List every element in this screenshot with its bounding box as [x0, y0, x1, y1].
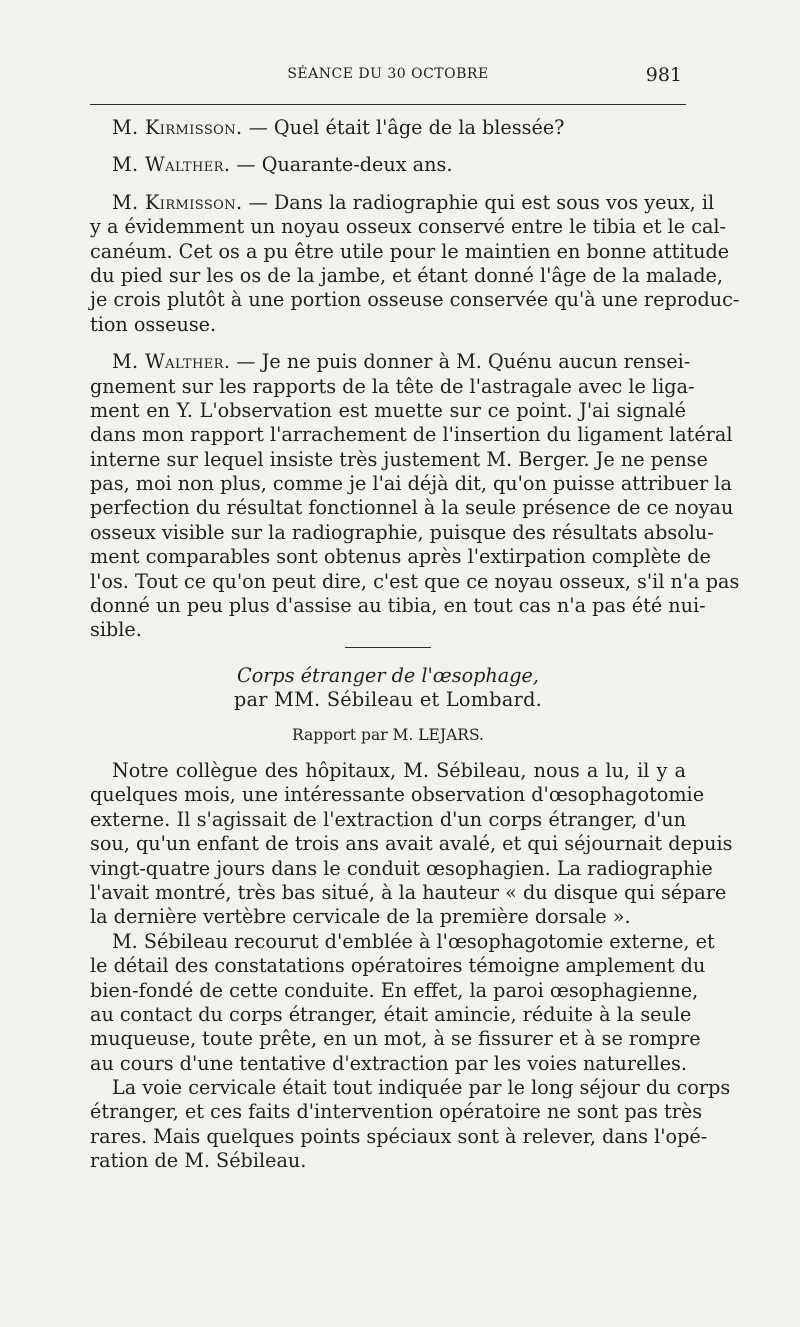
- text-line: je crois plutôt à une portion osseuse conservée qu'à une reproduc-: [90, 288, 740, 312]
- text-line: au cours d'une tentative d'extraction par les voies naturelles.: [90, 1051, 687, 1075]
- text-line: muqueuse, toute prête, en un mot, à se fissurer et à se rompre: [90, 1027, 701, 1051]
- text-line: gnement sur les rapports de la tête de l'astragale avec le liga-: [90, 374, 695, 398]
- text-line: sible.: [90, 618, 142, 642]
- text-line: rares. Mais quelques points spéciaux sont à relever, dans l'opé-: [90, 1124, 708, 1148]
- speaker-name: M. Kirmisson.: [112, 116, 243, 139]
- text-line: M. Walther. — Quarante-deux ans.: [112, 153, 453, 177]
- text-line: au contact du corps étranger, était amincie, réduite à la seule: [90, 1002, 692, 1026]
- speaker-name: M. Kirmisson.: [112, 190, 243, 214]
- paragraph-body-1: [90, 758, 733, 930]
- text-line: dans mon rapport l'arrachement de l'insertion du ligament latéral: [90, 423, 733, 447]
- text-line: interne sur lequel insiste très justement M. Berger. Je ne pense: [90, 447, 708, 471]
- header-rule: [90, 104, 686, 105]
- text-line: M. Kirmisson. — Quel était l'âge de la blessée?: [112, 116, 565, 139]
- text-line: ration de M. Sébileau.: [90, 1149, 307, 1173]
- exchange-kirmisson-question: [90, 116, 686, 140]
- text-line: l'avait montré, très bas situé, à la hauteur « du disque qui sépare: [90, 880, 727, 904]
- section-title: Corps étranger de l'œsophage,: [237, 663, 539, 687]
- page-text: [90, 116, 740, 1174]
- text-line: La voie cervicale était tout indiquée par le long séjour du corps: [112, 1076, 731, 1100]
- paragraph-walther: [90, 350, 740, 643]
- speaker-name: M. Walther.: [112, 153, 231, 177]
- text-line: la dernière vertèbre cervicale de la première dorsale ».: [90, 905, 631, 929]
- text-line: le détail des constatations opératoires témoigne amplement du: [90, 954, 706, 978]
- page-header: [90, 64, 686, 88]
- report-byline: Rapport par M. LEJARS.: [292, 725, 484, 744]
- text-line: pas, moi non plus, comme je l'ai déjà dit, qu'on puisse attribuer la: [90, 472, 732, 496]
- text-line: l'os. Tout ce qu'on peut dire, c'est que ce noyau osseux, s'il n'a pas: [90, 569, 740, 593]
- paragraph-body-3: [90, 1076, 731, 1174]
- text-line: tion osseuse.: [90, 312, 217, 336]
- text-line: bien-fondé de cette conduite. En effet, la paroi œsophagienne,: [90, 978, 699, 1002]
- section-authors: par MM. Sébileau et Lombard.: [233, 688, 543, 712]
- page-number: 981: [645, 64, 682, 86]
- text-line: osseux visible sur la radiographie, puisque des résultats absolu-: [90, 520, 714, 544]
- text-line: Notre collègue des hôpitaux, M. Sébileau, nous a lu, il y a: [112, 758, 686, 782]
- text-line: vingt-quatre jours dans le conduit œsophagien. La radiographie: [90, 856, 713, 880]
- text-line: quelques mois, une intéressante observation d'œsophagotomie: [90, 783, 705, 807]
- text-line: sou, qu'un enfant de trois ans avait avalé, et qui séjournait depuis: [90, 832, 733, 856]
- exchange-walther-answer: [90, 153, 686, 177]
- text-line: y a évidemment un noyau osseux conservé entre le tibia et le cal-: [90, 215, 727, 239]
- text-line: externe. Il s'agissait de l'extraction d'un corps étranger, d'un: [90, 807, 686, 831]
- text-line: canéum. Cet os a pu être utile pour le maintien en bonne attitude: [90, 239, 730, 263]
- text-line: ment en Y. L'observation est muette sur ce point. J'ai signalé: [90, 398, 686, 422]
- speaker-name: M. Walther.: [112, 350, 231, 374]
- paragraph-kirmisson: [90, 190, 740, 337]
- text-line: M. Walther. — Je ne puis donner à M. Quénu aucun rensei-: [112, 350, 691, 374]
- text-line: ment comparables sont obtenus après l'extirpation complète de: [90, 545, 711, 569]
- text-line: du pied sur les os de la jambe, et étant donné l'âge de la malade,: [90, 263, 723, 287]
- section-separator: [345, 647, 431, 648]
- text-line: perfection du résultat fonctionnel à la seule présence de ce noyau: [90, 496, 734, 520]
- text-line: étranger, et ces faits d'intervention opératoire ne sont pas très: [90, 1100, 703, 1124]
- running-head: SÉANCE DU 30 OCTOBRE: [287, 66, 489, 82]
- paragraph-body-2: [90, 929, 715, 1076]
- text-line: M. Sébileau recourut d'emblée à l'œsophagotomie externe, et: [112, 929, 715, 953]
- text-line: M. Kirmisson. — Dans la radiographie qui est sous vos yeux, il: [112, 190, 715, 214]
- text-line: donné un peu plus d'assise au tibia, en tout cas n'a pas été nui-: [90, 594, 706, 618]
